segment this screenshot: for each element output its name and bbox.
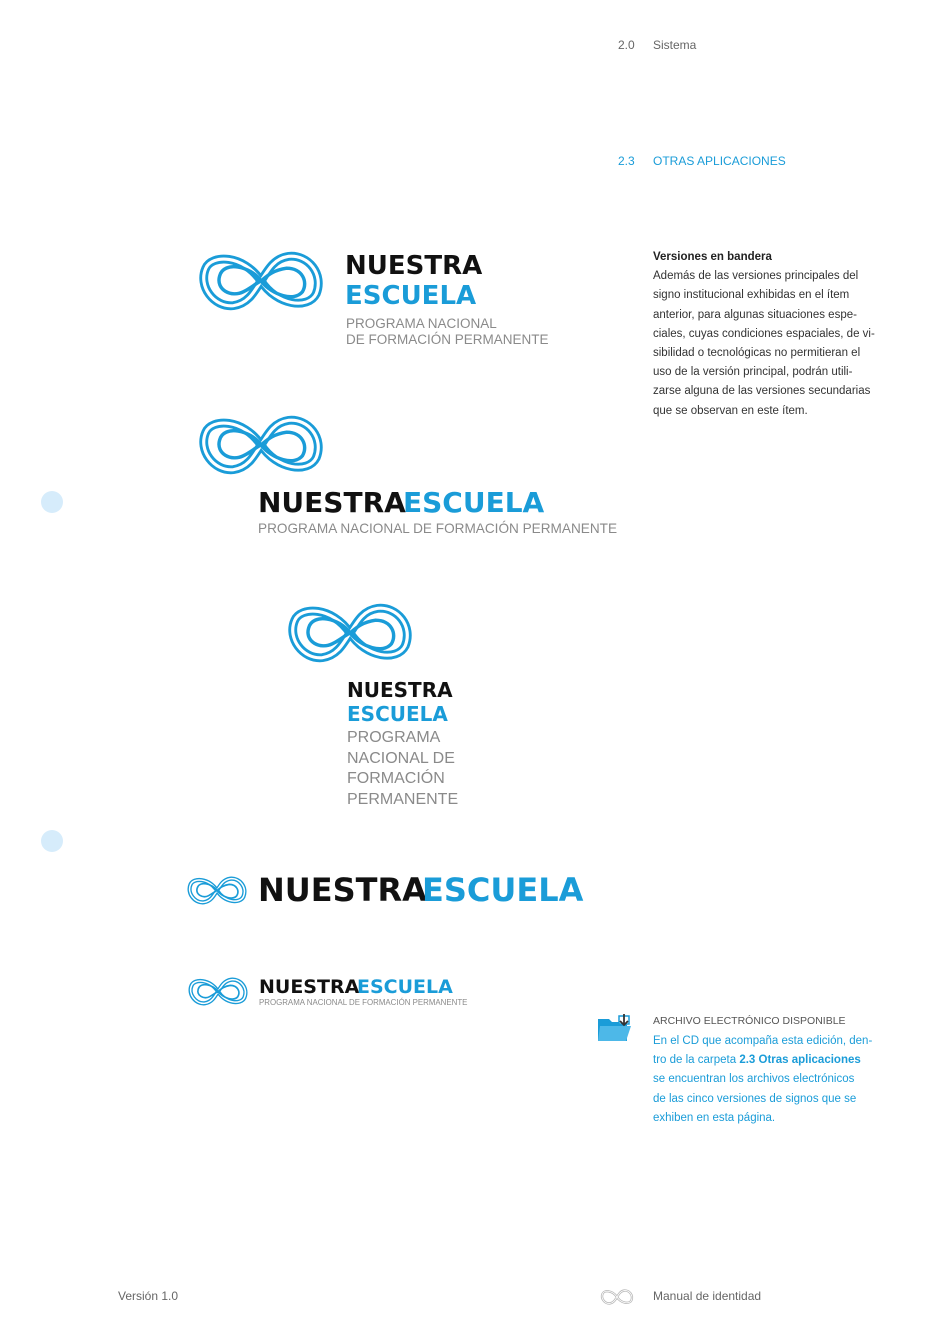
infinity-logo-icon [184,874,250,907]
logo-version-5 [185,975,251,1008]
logo-word-escuela: ESCUELA [347,702,448,726]
archive-line: de las cinco versiones de signos que se [653,1092,857,1105]
description-line: que se observan en este ítem. [653,404,808,417]
archive-title: ARCHIVO ELECTRÓNICO DISPONIBLE [653,1015,846,1027]
description-line: anterior, para algunas situaciones espe- [653,308,857,321]
tagline-line: FORMACIÓN [347,770,445,787]
tagline-line: PROGRAMA [347,729,441,746]
infinity-logo-icon [192,410,330,480]
archive-folder-name: 2.3 Otras aplicaciones [739,1054,861,1067]
logo-version-1 [192,246,330,316]
footer-infinity-icon [599,1288,635,1306]
logo-tagline-line1: PROGRAMA NACIONAL [346,316,497,331]
logo-tagline-small: PROGRAMA NACIONAL DE FORMACIÓN PERMANENTE [259,998,468,1007]
archive-line [653,1051,873,1070]
logo-word-escuela: ESCUELA [357,976,453,998]
logo-word-nuestra: NUESTRA [259,976,360,998]
logo-word-nuestra: NUESTRA [345,251,483,281]
logo-version-2 [192,410,330,480]
logo-tagline-line2: DE FORMACIÓN PERMANENTE [346,332,549,347]
logo-tagline-stacked [347,728,458,810]
logo-tagline-full: PROGRAMA NACIONAL DE FORMACIÓN PERMANENTE [258,521,618,536]
description-title: Versiones en bandera [653,251,772,263]
logo-word-nuestra: NUESTRA [258,486,406,519]
subsection-label: OTRAS APLICACIONES [653,154,786,168]
folder-icon [597,1014,635,1042]
section-label: Sistema [653,38,697,52]
footer-manual: Manual de identidad [653,1289,762,1303]
archive-line: exhiben en esta página. [653,1111,776,1124]
decorative-dot [41,830,63,852]
infinity-logo-icon [281,598,419,668]
decorative-dot [41,491,63,513]
logo-version-3 [281,598,419,668]
infinity-logo-icon [185,975,251,1008]
logo-word-escuela: ESCUELA [403,486,545,519]
description-line: ciales, cuyas condiciones espaciales, de vi- [653,327,875,340]
description-line: signo institucional exhibidas en el ítem [653,289,850,302]
section-number: 2.0 [618,38,635,52]
description-line: sibilidad o tecnológicas no permitieran el [653,347,861,360]
archive-line: se encuentran los archivos electrónicos [653,1073,855,1086]
tagline-line: NACIONAL DE [347,749,455,767]
logo-version-4 [184,874,250,907]
archive-line: En el CD que acompaña esta edición, den- [653,1035,873,1047]
logo-word-nuestra: NUESTRA [258,871,427,909]
description-line: uso de la versión principal, podrán utili- [653,366,853,379]
footer-version: Versión 1.0 [118,1289,179,1303]
logo-word-escuela: ESCUELA [422,871,584,909]
description-line: zarse alguna de las versiones secundarias [653,385,871,398]
archive-line-pre: tro de la carpeta [653,1054,740,1067]
logo-word-escuela: ESCUELA [345,281,477,311]
description-block [653,248,873,421]
tagline-line: PERMANENTE [347,790,459,808]
infinity-logo-icon [192,246,330,316]
logo-word-nuestra: NUESTRA [347,678,453,702]
archive-text [653,1032,873,1128]
subsection-number: 2.3 [618,154,635,168]
description-line: Además de las versiones principales del [653,270,859,283]
